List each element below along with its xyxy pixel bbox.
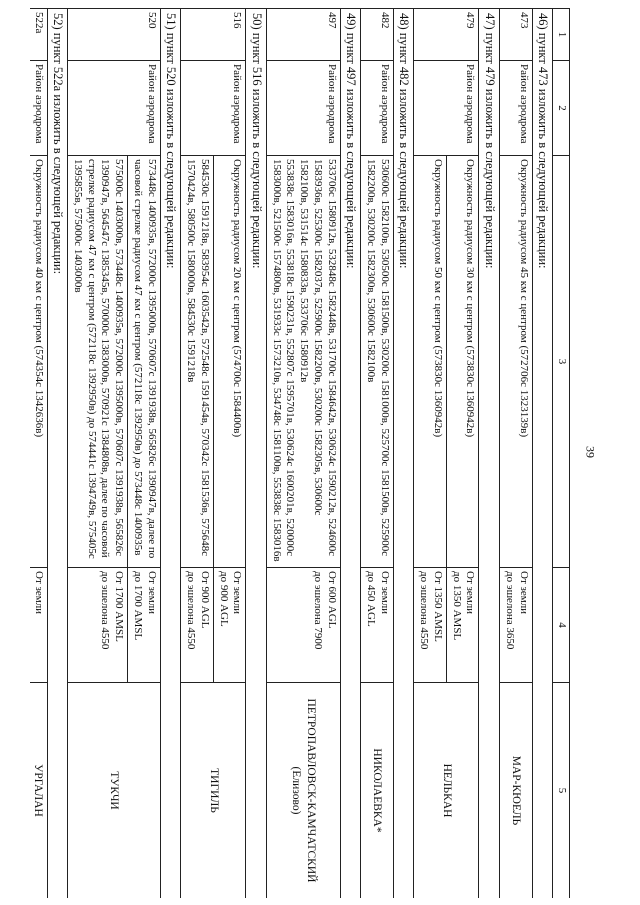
zone-name: Район аэродрома (361, 61, 394, 156)
aerodrome-name: МАР-КЮЕЛЬ (500, 683, 533, 899)
table-row (267, 9, 341, 899)
altitude-limits: От 1350 AMSL до эшелона 4550 (414, 568, 447, 683)
section-row (340, 9, 361, 899)
table-row (128, 9, 161, 899)
aerodrome-name: НИКОЛАЕВКА* (361, 683, 394, 899)
header-cell: 2 (553, 61, 570, 156)
altitude-limits: От 900 AGL до эшелона 4550 (181, 568, 214, 683)
table-row (30, 9, 47, 899)
section-title: 49) пункт 497 изложить в следующей редакции: (340, 9, 361, 899)
section-title: 46) пункт 473 изложить в следующей редакции: (532, 9, 553, 899)
altitude-limits: От 600 AGL до эшелона 7900 (267, 568, 341, 683)
section-row (160, 9, 181, 899)
section-row (479, 9, 500, 899)
altitude-limits: От земли до эшелона 3650 (500, 568, 533, 683)
item-number: 479 (414, 9, 479, 61)
section-row (532, 9, 553, 899)
zone-description: Окружность радиусом 20 км с центром (574700с 1584400в) (213, 156, 246, 568)
zone-name: Район аэродрома (30, 61, 47, 156)
aerodrome-name: ТУКЧИ (68, 683, 161, 899)
zone-name: Район аэродрома (500, 61, 533, 156)
zone-description: 530600с 1582100в, 530500с 1581500в, 530200с 1581000в, 525700с 1581500в, 525900с 1582200в, 530200с 1582300в, 530600с 1582100в (361, 156, 394, 568)
section-row (47, 9, 68, 899)
zone-description: 584530с 1591218в, 583954с 1603542в, 572548с 1591454в, 570342с 1581536в, 575648с 1570424в, 580500с 1580000в, 584530с 1591218в (181, 156, 214, 568)
item-number: 520 (68, 9, 161, 61)
item-number: 522а (30, 9, 47, 61)
zone-description: Окружность радиусом 50 км с центром (573830с 1360942в) (414, 156, 447, 568)
table-row (500, 9, 533, 899)
zone-description: 533706с 1580912в, 532848с 1582448в, 531700с 1584642в, 530624с 1590212в, 524600с 1583936в, 525300с 1582037в, 525900с 1582200в, 530200с 1582305в, 530600с 1582100в, 531514с 1580833в, 533706с 1580912в 553838с 1583016в, 553818с 1590231в, 552807с 1595701в, 530624с 1600201в, 520000с 1583000в, 521500с 1574800в, 531933с 1573210в, 534748с 1581100в, 553838с 1583016в (267, 156, 341, 568)
zone-description: 573448с 1400935в, 572000с 1395000в, 570607с 1391938в, 565826с 1390947в, далее по часовой стрелке радиусом 47 км с центром (572118с 1392950в) до 573448с 1400935в (128, 156, 161, 568)
altitude-limits: От земли до 1350 AMSL (447, 568, 480, 683)
header-cell: 3 (553, 156, 570, 568)
section-title: 50) пункт 516 изложить в следующей редакции: (246, 9, 267, 899)
zone-description: Окружность радиусом 40 км с центром (574354с 1342636в) (30, 156, 47, 568)
section-title: 47) пункт 479 изложить в следующей редакции: (479, 9, 500, 899)
zone-description: 575000с 1403000в, 573448с 1400935в, 572000с 1395000в, 570607с 1391938в, 565826с 1390947в, 564547с 1385345в, 570000с 1383000в, 570921с 1384808в, далее по часовой стрелке радиусом 47 км с центром (572118с 1392950в) до 574441с 1394749в, 575405с 1395855в, 575000с 1403000в (68, 156, 128, 568)
header-row (553, 9, 570, 899)
section-title: 52) пункт 522а изложить в следующей редакции: (47, 9, 68, 899)
section-row (246, 9, 267, 899)
header-cell: 5 (553, 683, 570, 899)
zone-name: Район аэродрома (68, 61, 161, 156)
altitude-limits: От земли (30, 568, 47, 683)
document-page (30, 8, 570, 898)
item-number: 497 (267, 9, 341, 61)
altitude-limits: От земли до 450 AGL (361, 568, 394, 683)
aerodrome-name: ПЕТРОПАВЛОВСК-КАМЧАТСКИЙ (Елизово) (267, 683, 341, 899)
airspace-table (30, 8, 570, 898)
item-number: 482 (361, 9, 394, 61)
section-title: 51) пункт 520 изложить в следующей редакции: (160, 9, 181, 899)
zone-description: Окружность радиусом 45 км с центром (572706с 1323139в) (500, 156, 533, 568)
page-number: 39 (583, 446, 598, 458)
item-number: 473 (500, 9, 533, 61)
header-cell: 4 (553, 568, 570, 683)
table-row (213, 9, 246, 899)
table-row (361, 9, 394, 899)
altitude-limits: От земли до 1700 AMSL (128, 568, 161, 683)
altitude-limits: От земли до 900 AGL (213, 568, 246, 683)
zone-description: Окружность радиусом 30 км с центром (573830с 1360942в) (447, 156, 480, 568)
zone-name: Район аэродрома (414, 61, 479, 156)
header-cell: 1 (553, 9, 570, 61)
table-row (447, 9, 480, 899)
zone-name: Район аэродрома (181, 61, 246, 156)
zone-name: Район аэродрома (267, 61, 341, 156)
aerodrome-name: ТИГИЛЬ (181, 683, 246, 899)
item-number: 516 (181, 9, 246, 61)
aerodrome-name: УРГАЛАН (30, 683, 47, 899)
aerodrome-name: НЕЛЬКАН (414, 683, 479, 899)
section-title: 48) пункт 482 изложить в следующей редакции: (393, 9, 414, 899)
section-row (393, 9, 414, 899)
rotated-table-container (30, 8, 570, 898)
altitude-limits: От 1700 AMSL до эшелона 4550 (68, 568, 128, 683)
